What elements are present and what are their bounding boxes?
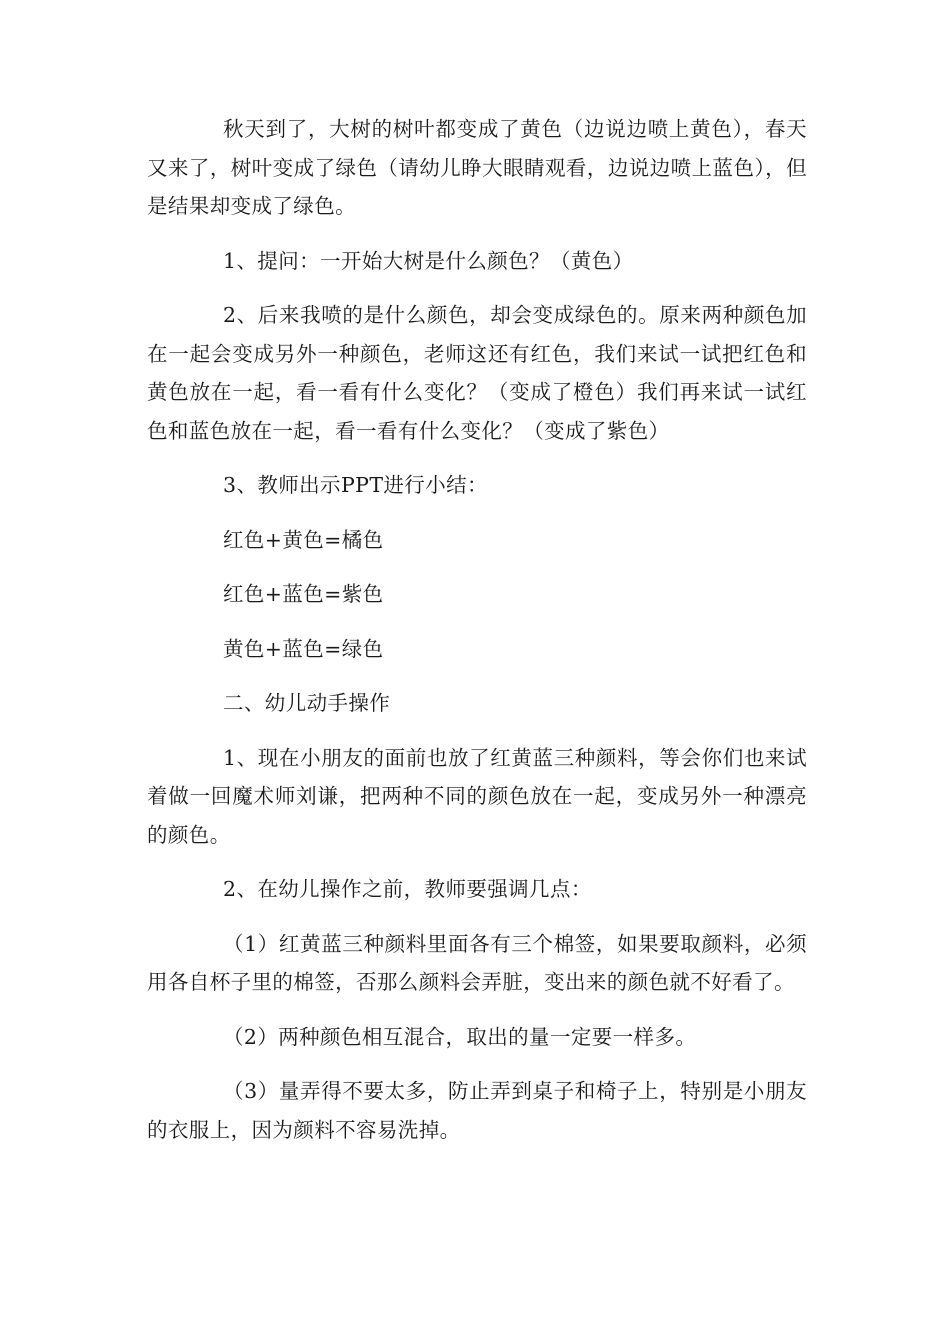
section-heading-hands-on: 二、幼儿动手操作 xyxy=(223,691,391,715)
paragraph-question-2: 2、后来我喷的是什么颜色，却会变成绿色的。原来两种颜色加在一起会变成另外一种颜色，老师这还有红色，我们来试一试把红色和黄色放在一起，看一看有什么变化？（变成了橙色）我们再来试一试红色和蓝色放在一起，看一看有什么变化？（变成了紫色） xyxy=(147,303,807,443)
paragraph-rule-1: （1）红黄蓝三种颜料里面各有三个棉签，如果要取颜料，必须用各自杯子里的棉签，否那么颜料会弄脏，变出来的颜色就不好看了。 xyxy=(147,931,807,994)
paragraph-ppt-summary: 3、教师出示PPT进行小结： xyxy=(223,473,488,497)
paragraph-question-1: 1、提问：一开始大树是什么颜色？（黄色） xyxy=(223,248,634,273)
paragraph-formula-red-yellow: 红色+黄色=橘色 xyxy=(223,527,384,552)
document-body xyxy=(147,110,807,1165)
paragraph-hands-on-2: 2、在幼儿操作之前，教师要强调几点： xyxy=(223,877,592,901)
paragraph-hands-on-1: 1、现在小朋友的面前也放了红黄蓝三种颜料，等会你们也来试着做一回魔术师刘谦，把两种不同的颜色放在一起，变成另外一种漂亮的颜色。 xyxy=(147,745,807,847)
paragraph-autumn-story: 秋天到了，大树的树叶都变成了黄色（边说边喷上黄色），春天又来了，树叶变成了绿色（请幼儿睁大眼睛观看，边说边喷上蓝色），但是结果却变成了绿色。 xyxy=(147,117,807,218)
paragraph-rule-2: （2）两种颜色相互混合，取出的量一定要一样多。 xyxy=(223,1024,697,1049)
paragraph-formula-yellow-blue: 黄色+蓝色=绿色 xyxy=(223,636,384,661)
paragraph-formula-red-blue: 红色+蓝色=紫色 xyxy=(223,582,384,606)
paragraph-rule-3: （3）量弄得不要太多，防止弄到桌子和椅子上，特别是小朋友的衣服上，因为颜料不容易洗掉。 xyxy=(147,1079,807,1142)
